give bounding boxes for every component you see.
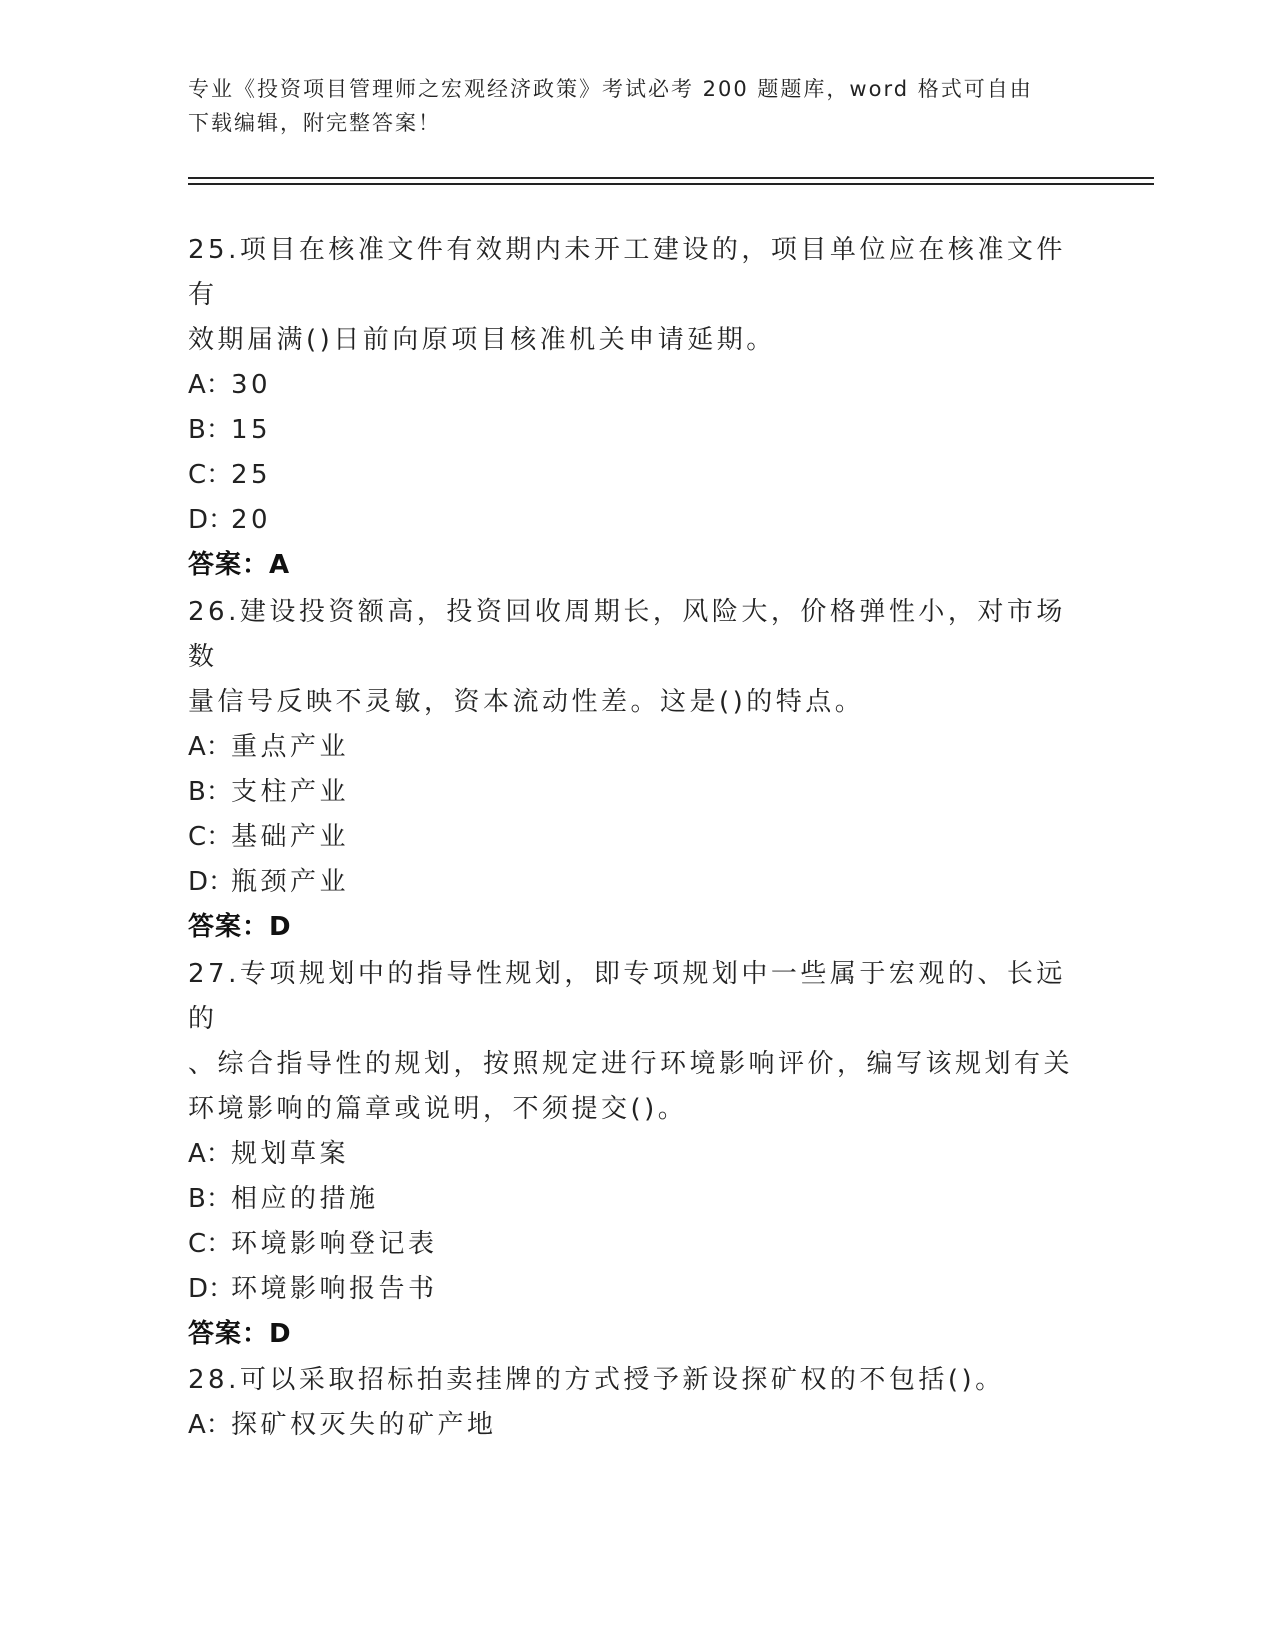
answer: 答案：D <box>188 1319 292 1349</box>
header-divider-top <box>188 177 1154 179</box>
option-key: D： <box>188 867 235 897</box>
question-stem-line: 量信号反映不灵敏，资本流动性差。这是()的特点。 <box>188 687 865 717</box>
option-a <box>188 1132 1088 1177</box>
option-text: 环境影响报告书 <box>231 1274 438 1304</box>
option-key: D： <box>188 505 235 535</box>
option-b <box>188 770 1088 815</box>
question-stem-line: 26.建设投资额高，投资回收周期长，风险大，价格弹性小，对市场数 <box>188 597 1066 672</box>
option-b <box>188 1177 1088 1222</box>
question-27 <box>188 952 1088 1357</box>
option-a <box>188 1403 1088 1448</box>
question-28 <box>188 1358 1088 1448</box>
answer: 答案：A <box>188 550 291 580</box>
option-key: D： <box>188 1274 235 1304</box>
option-key: C： <box>188 460 233 490</box>
option-key: A： <box>188 732 232 762</box>
question-stem-line: 环境影响的篇章或说明，不须提交()。 <box>188 1094 688 1124</box>
option-b <box>188 408 1088 453</box>
option-text: 环境影响登记表 <box>231 1229 438 1259</box>
document-header <box>188 72 1068 140</box>
option-text: 基础产业 <box>231 822 350 852</box>
option-key: A： <box>188 1139 232 1169</box>
option-key: B： <box>188 415 232 445</box>
question-stem-line: 27.专项规划中的指导性规划，即专项规划中一些属于宏观的、长远的 <box>188 959 1066 1034</box>
option-c <box>188 815 1088 860</box>
question-stem-line: 28.可以采取招标拍卖挂牌的方式授予新设探矿权的不包括()。 <box>188 1365 1005 1395</box>
option-text: 30 <box>231 370 272 400</box>
question-26 <box>188 590 1088 950</box>
option-text: 15 <box>231 415 272 445</box>
header-line-2: 下载编辑，附完整答案！ <box>188 111 441 135</box>
answer: 答案：D <box>188 912 292 942</box>
option-c <box>188 453 1088 498</box>
option-text: 探矿权灭失的矿产地 <box>231 1410 497 1440</box>
header-line-1: 专业《投资项目管理师之宏观经济政策》考试必考 200 题题库，word 格式可自由 <box>188 77 1033 101</box>
option-text: 重点产业 <box>231 732 350 762</box>
option-key: C： <box>188 822 233 852</box>
option-key: A： <box>188 1410 232 1440</box>
option-key: C： <box>188 1229 233 1259</box>
option-c <box>188 1222 1088 1267</box>
option-text: 支柱产业 <box>231 777 350 807</box>
option-text: 25 <box>231 460 272 490</box>
option-d <box>188 860 1088 905</box>
option-a <box>188 725 1088 770</box>
question-stem-line: 效期届满()日前向原项目核准机关申请延期。 <box>188 325 776 355</box>
option-d <box>188 1267 1088 1312</box>
question-stem-line: 、综合指导性的规划，按照规定进行环境影响评价，编写该规划有关 <box>188 1049 1074 1079</box>
option-key: B： <box>188 1184 232 1214</box>
header-divider-bottom <box>188 183 1154 185</box>
option-text: 20 <box>231 505 272 535</box>
option-a <box>188 363 1088 408</box>
option-key: B： <box>188 777 232 807</box>
question-25 <box>188 228 1088 588</box>
option-text: 瓶颈产业 <box>231 867 350 897</box>
option-d <box>188 498 1088 543</box>
question-stem-line: 25.项目在核准文件有效期内未开工建设的，项目单位应在核准文件有 <box>188 235 1066 310</box>
option-text: 相应的措施 <box>231 1184 379 1214</box>
option-text: 规划草案 <box>231 1139 350 1169</box>
option-key: A： <box>188 370 232 400</box>
